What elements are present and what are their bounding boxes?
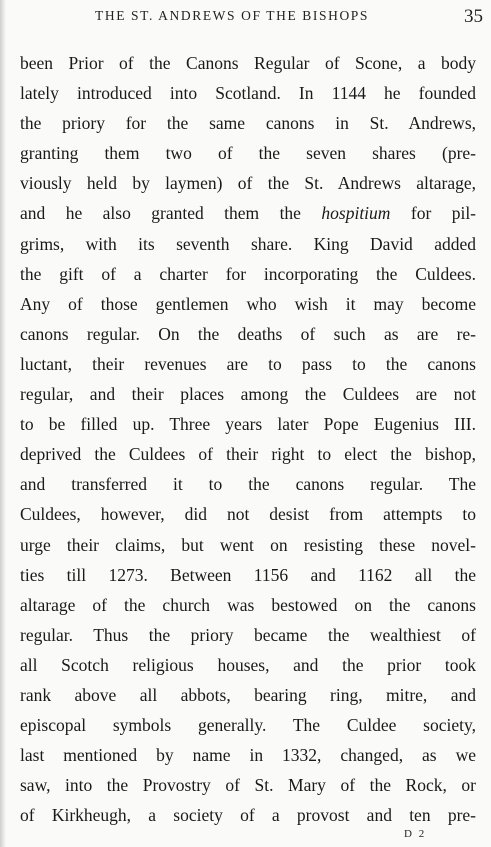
text-line: all Scotch religious houses, and the prior took — [20, 654, 476, 675]
page-gutter-shadow — [0, 0, 6, 847]
text-segment: for pil- — [410, 203, 476, 224]
text-line: and transferred it to the canons regular. The — [20, 474, 476, 495]
text-segment: and he also granted them the — [20, 203, 301, 224]
running-head — [0, 8, 491, 30]
running-head-title: THE ST. ANDREWS OF THE BISHOPS — [95, 8, 370, 23]
text-line: episcopal symbols generally. The Culdee society, — [20, 715, 476, 736]
italic-term: hospitium — [321, 203, 391, 224]
text-line-with-italic — [20, 198, 476, 228]
text-line: Any of those gentlemen who wish it may become — [20, 293, 476, 314]
text-line: been Prior of the Canons Regular of Scone, a body — [20, 53, 476, 73]
text-line: regular, and their places among the Culdees are not — [20, 384, 476, 405]
text-line: of Kirkheugh, a society of a provost and ten pre- — [20, 805, 476, 826]
body-paragraph — [20, 48, 476, 830]
text-line: rank above all abbots, bearing ring, mitre, and — [20, 684, 476, 705]
text-line: Culdees, however, did not desist from attempts to — [20, 504, 476, 525]
text-line: luctant, their revenues are to pass to the canons — [20, 353, 476, 374]
text-line: the gift of a charter for incorporating the Culdees. — [20, 263, 476, 284]
text-line: altarage of the church was bestowed on the canons — [20, 594, 476, 615]
text-line: canons regular. On the deaths of such as are re- — [20, 323, 476, 344]
text-line: ties till 1273. Between 1156 and 1162 all the — [20, 564, 476, 585]
text-line: last mentioned by name in 1332, changed, as we — [20, 745, 476, 766]
text-line: regular. Thus the priory became the wealthiest of — [20, 624, 476, 645]
text-line: saw, into the Provostry of St. Mary of the Rock, or — [20, 775, 476, 796]
text-line: to be filled up. Three years later Pope Eugenius III. — [20, 414, 476, 435]
text-line: deprived the Culdees of their right to elect the bishop, — [20, 444, 476, 465]
text-line: urge their claims, but went on resisting these novel- — [20, 534, 476, 555]
text-line: viously held by laymen) of the St. Andrews altarage, — [20, 173, 476, 194]
text-line: the priory for the same canons in St. Andrews, — [20, 113, 476, 134]
text-line: granting them two of the seven shares (pre- — [20, 143, 476, 164]
text-line: lately introduced into Scotland. In 1144 he founded — [20, 83, 476, 104]
printer-signature-mark: D 2 — [404, 828, 427, 840]
page-number: 35 — [464, 6, 483, 27]
text-line: grims, with its seventh share. King David added — [20, 233, 476, 254]
